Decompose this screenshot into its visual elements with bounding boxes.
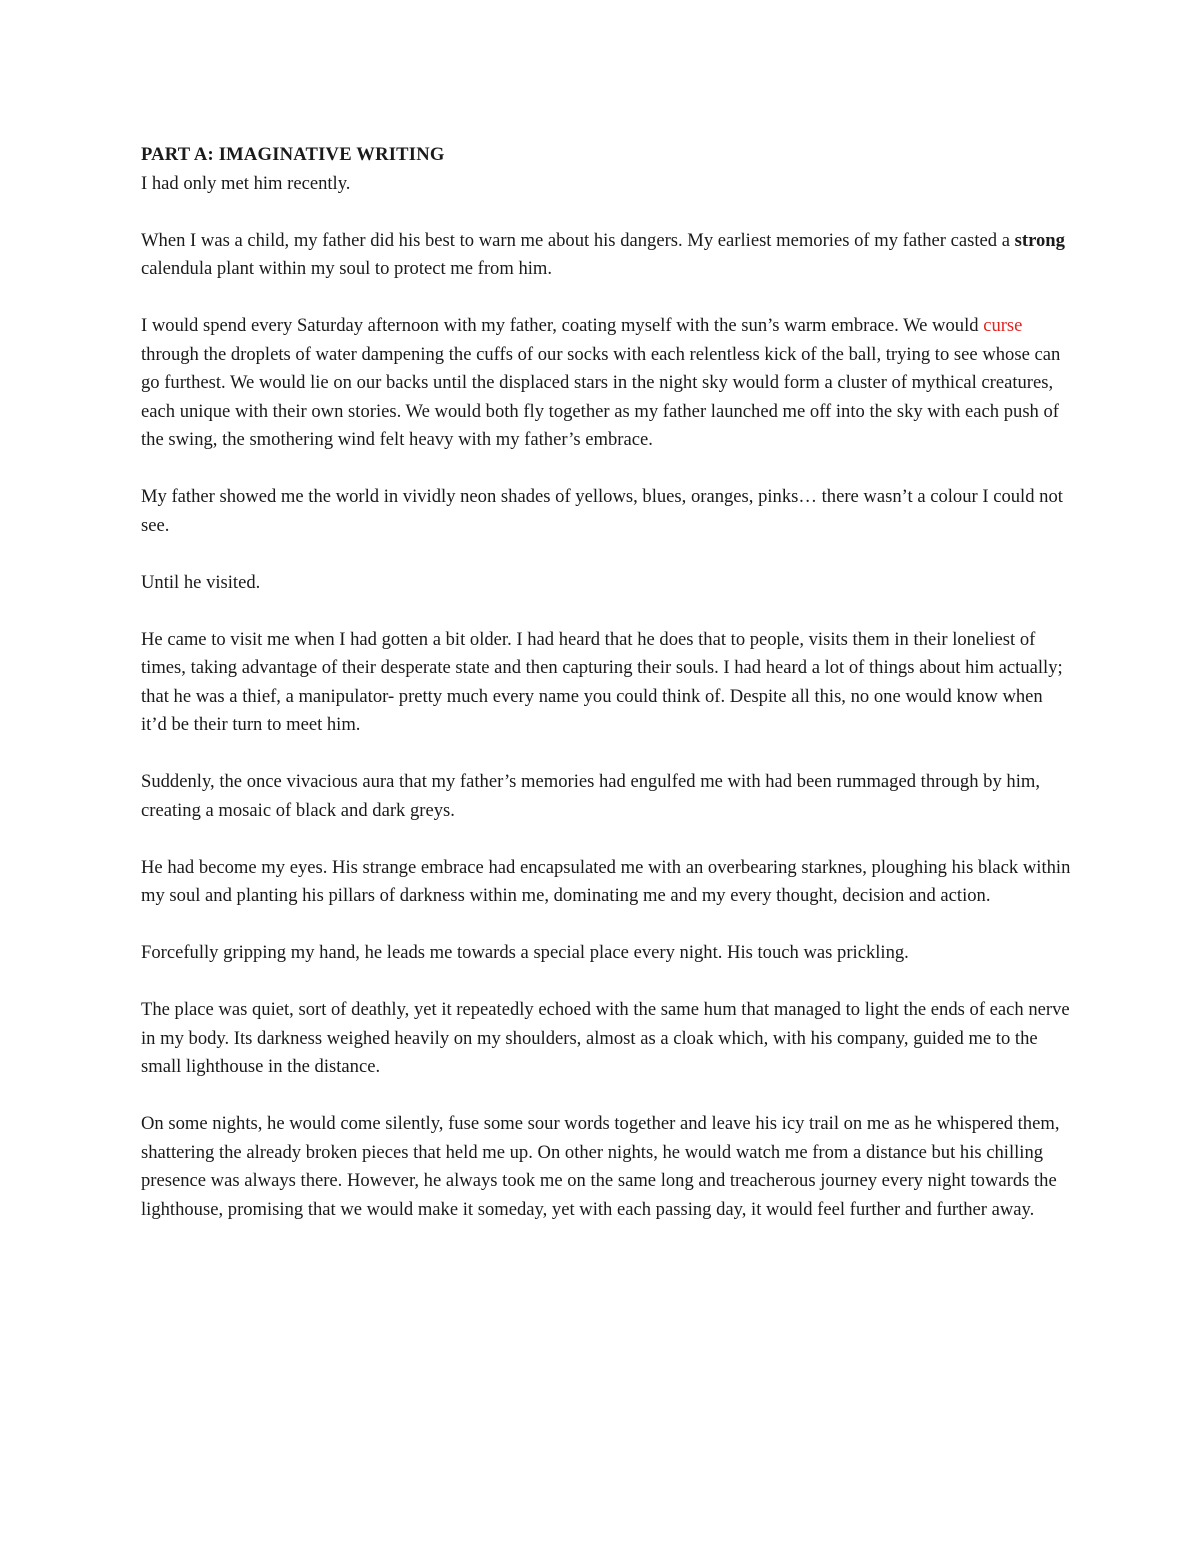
paragraph-3-text-b: through the droplets of water dampening the cuffs of our socks with each relentless kick of the ball, trying to see whose can go furthest. We would lie on our backs until the displaced stars in the night sky would form a cluster of mythical creatures, each unique with their own stories. We would both fly together as my father launched me off into the sky with each push of the swing, the smothering wind felt heavy with my father’s embrace. [141,343,1061,450]
bold-word-strong: strong [1014,229,1065,251]
paragraph-2-text-b: calendula plant within my soul to protect me from him. [141,258,553,279]
paragraph-1: I had only met him recently. [141,172,351,194]
paragraph-11: On some nights, he would come silently, fuse some sour words together and leave his icy trail on me as he whispered them, shattering the already broken pieces that held me up. On other nights, he would watch me from a distance but his chilling presence was always there. However, he always took me on the same long and treacherous journey every night towards the lighthouse, promising that we would make it someday, yet with each passing day, it would feel further and further away. [141,1113,1060,1220]
paragraph-7: Suddenly, the once vivacious aura that my father’s memories had engulfed me with had been rummaged through by him, creating a mosaic of black and dark greys. [141,771,1040,821]
document-body [141,141,1071,1253]
paragraph-4: My father showed me the world in vividly neon shades of yellows, blues, oranges, pinks… there wasn’t a colour I could not see. [141,486,1063,536]
paragraph-8: He had become my eyes. His strange embrace had encapsulated me with an overbearing starknes, ploughing his black within my soul and planting his pillars of darkness within me, dominating me and my every thought, decision and action. [141,856,1071,906]
paragraph-3 [141,312,1071,455]
paragraph-10: The place was quiet, sort of deathly, yet it repeatedly echoed with the same hum that managed to light the ends of each nerve in my body. Its darkness weighed heavily on my shoulders, almost as a cloak which, with his company, guided me to the small lighthouse in the distance. [141,999,1070,1077]
paragraph-2 [141,227,1071,284]
paragraph-2-text-a: When I was a child, my father did his best to warn me about his dangers. My earliest memories of my father casted a [141,229,1015,251]
paragraph-3-text-a: I would spend every Saturday afternoon with my father, coating myself with the sun’s warm embrace. We would [141,315,984,336]
highlighted-word-curse: curse [983,315,1023,336]
section-heading: PART A: IMAGINATIVE WRITING [141,144,445,165]
paragraph-9: Forcefully gripping my hand, he leads me towards a special place every night. His touch was prickling. [141,942,909,963]
paragraph-5: Until he visited. [141,571,261,593]
paragraph-6: He came to visit me when I had gotten a bit older. I had heard that he does that to people, visits them in their loneliest of times, taking advantage of their desperate state and then capturing their souls. I had heard a lot of things about him actually; that he was a thief, a manipulator- pretty much every name you could think of. Despite all this, no one would know when it’d be their turn to meet him. [141,628,1063,735]
